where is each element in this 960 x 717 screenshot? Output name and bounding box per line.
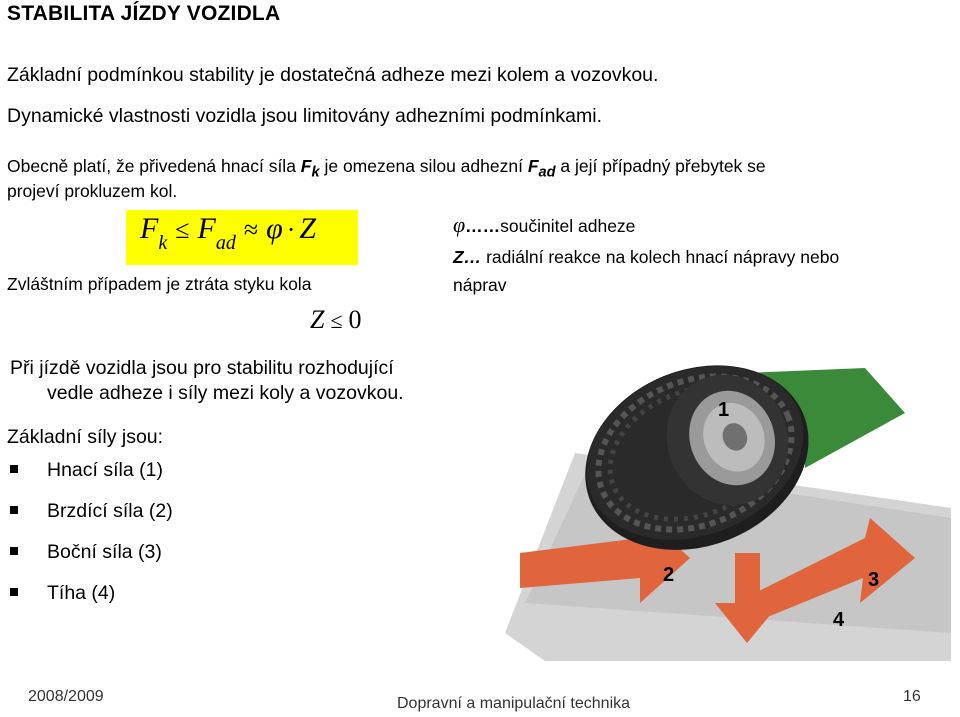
formula-le: ≤ (175, 215, 190, 244)
formula-approx: ≈ (243, 215, 259, 244)
bullet-square-icon (10, 506, 18, 514)
zero-formula (310, 305, 362, 335)
phi-dots: …… (465, 216, 501, 236)
bullet-square-icon (10, 465, 18, 473)
formula-fk-sub: k (158, 232, 168, 254)
special-case-text: Zvláštním případem je ztráta styku kola (7, 274, 312, 294)
phi-text: součinitel adheze (500, 216, 636, 236)
force-label: Boční síla (3) (47, 541, 162, 563)
tire-forces-illustration (505, 303, 951, 661)
footer-course: Dopravní a manipulační technika (397, 695, 631, 712)
zero-formula-z: Z (310, 305, 325, 334)
label-4: 4 (833, 609, 845, 631)
footer-year: 2008/2009 (28, 688, 104, 705)
fk-symbol: F (300, 156, 312, 176)
intro-line-dynamics: Dynamické vlastnosti vozidla jsou limitovány adhezními podmínkami. (7, 105, 602, 127)
z-text: radiální reakce na kolech hnací nápravy nebo (481, 247, 840, 267)
formula-fad: F (197, 212, 216, 245)
slide-title: STABILITA JÍZDY VOZIDLA (7, 2, 281, 25)
paragraph-text: je omezena silou adhezní (319, 156, 528, 176)
phi-definition (453, 213, 635, 238)
stability-text-line2: vedle adheze i síly mezi koly a vozovkou. (47, 382, 404, 404)
intro-line-adhesion: Základní podmínkou stability je dostatečná adheze mezi kolem a vozovkou. (7, 64, 659, 86)
force-label: Brzdící síla (2) (47, 500, 173, 522)
fk-subscript: k (311, 164, 320, 181)
paragraph-text: Obecně platí, že přivedená hnací síla (7, 156, 301, 176)
label-1: 1 (718, 399, 730, 421)
zero-formula-le: ≤ (330, 308, 343, 333)
formula-fad-sub: ad (215, 232, 236, 254)
formula-fk: F (140, 212, 159, 245)
footer-page-number: 16 (903, 688, 921, 705)
formula-phi: φ (266, 212, 283, 245)
force-label: Tíha (4) (47, 582, 116, 604)
stability-text-line1: Při jízdě vozidla jsou pro stabilitu rozhodující (10, 357, 394, 379)
formula-z: Z (299, 212, 317, 245)
fad-symbol: F (527, 156, 539, 176)
zero-formula-zero: 0 (348, 305, 362, 334)
z-symbol: Z… (453, 247, 482, 267)
label-2: 2 (663, 564, 675, 586)
force-limit-paragraph-line2: projeví prokluzem kol. (7, 181, 178, 201)
phi-symbol: φ (453, 212, 466, 237)
formula-dot: · (286, 215, 296, 244)
z-definition-line2: náprav (453, 275, 507, 295)
force-label: Hnací síla (1) (47, 459, 163, 481)
bullet-square-icon (10, 588, 18, 596)
label-3: 3 (868, 569, 880, 591)
fad-subscript: ad (538, 164, 556, 181)
basic-forces-heading: Základní síly jsou: (7, 426, 164, 448)
bullet-square-icon (10, 547, 18, 555)
paragraph-text: a její případný přebytek se (555, 156, 766, 176)
adhesion-formula (140, 212, 317, 254)
z-definition (453, 245, 839, 269)
